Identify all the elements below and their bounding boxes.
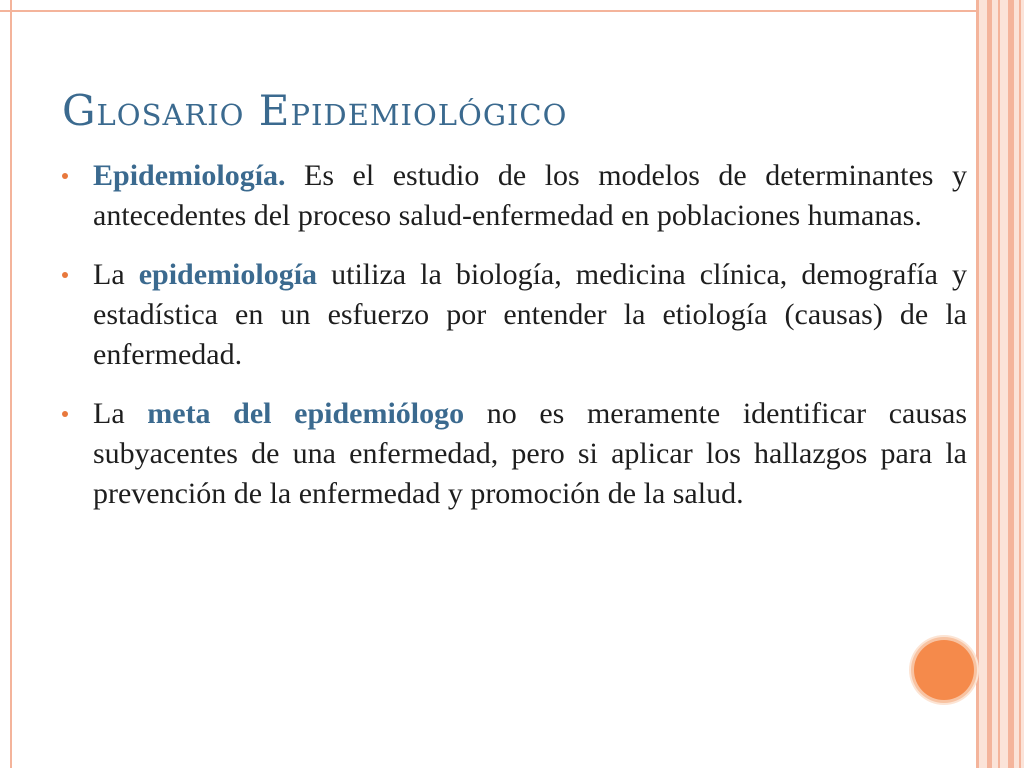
bullet-list bbox=[62, 156, 967, 533]
bullet-item bbox=[62, 156, 967, 236]
right-stripe bbox=[976, 0, 979, 768]
right-stripe bbox=[998, 0, 1000, 768]
bullet-prefix: La bbox=[93, 397, 148, 430]
right-stripe bbox=[1019, 0, 1021, 768]
bullet-item bbox=[62, 255, 967, 375]
bullet-dot-icon bbox=[62, 411, 68, 417]
right-stripe-band bbox=[976, 0, 1024, 768]
frame-left-line bbox=[10, 0, 12, 768]
decorative-circle bbox=[914, 640, 974, 700]
frame-top-line bbox=[0, 10, 1024, 12]
bullet-item bbox=[62, 394, 967, 514]
bullet-dot-icon bbox=[62, 272, 68, 278]
bullet-text: no es meramente identificar causas subyacentes de una enfermedad, pero si aplicar los hallazgos para la prevención de la enfermedad y promoción de la salud. bbox=[93, 397, 968, 510]
bullet-term: epidemiología bbox=[138, 258, 318, 291]
bullet-term: Epidemiología. bbox=[93, 159, 286, 192]
bullet-prefix: La bbox=[93, 258, 139, 291]
bullet-text: Es el estudio de los modelos de determinantes y antecedentes del proceso salud-enfermedad en poblaciones humanas. bbox=[93, 159, 967, 232]
bullet-text: utiliza la biología, medicina clínica, demografía y estadística en un esfuerzo por entender la etiología (causas) de la enfermedad. bbox=[93, 258, 967, 371]
bullet-term: meta del epidemiólogo bbox=[147, 397, 465, 430]
right-stripe bbox=[987, 0, 992, 768]
right-stripe bbox=[1008, 0, 1014, 768]
bullet-dot-icon bbox=[62, 173, 68, 179]
slide-title: Glosario Epidemiológico bbox=[62, 86, 568, 135]
